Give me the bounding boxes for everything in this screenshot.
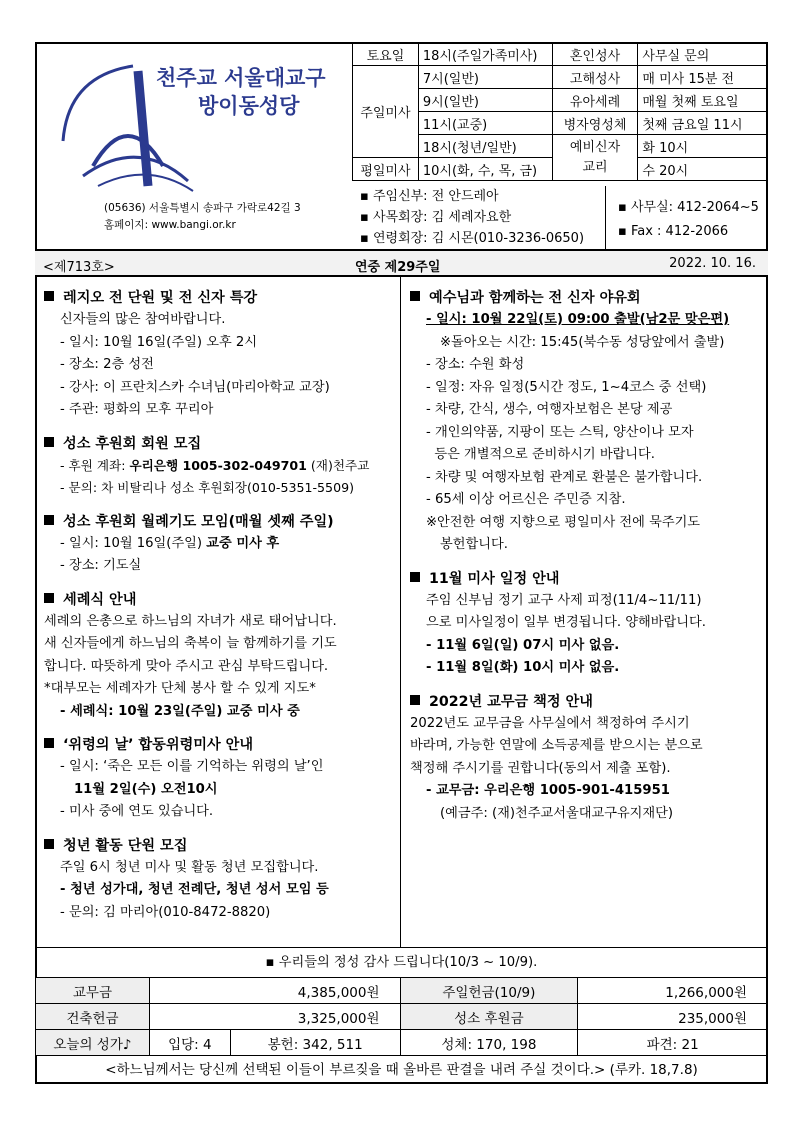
section-contribution: [410, 691, 762, 826]
staff-item: ▪ 연령회장: 김 시몬(010-3236-0650): [360, 231, 585, 246]
list-item: - 장소: 기도실: [60, 558, 142, 573]
section-title: ‘위령의 날’ 합동위령미사 안내: [44, 734, 396, 756]
list-item: - 일시: 10월 16일(주일) 교중 미사 후: [60, 535, 280, 551]
section-text: 2022년도 교무금을 사무실에서 책정하여 주시기: [410, 715, 690, 731]
issue-number: <제713호>: [43, 260, 115, 275]
list-item: - 문의: 차 비탈리나 성소 후원회장(010-5351-5509): [60, 480, 355, 495]
section-text: *대부모는 세례자가 단체 봉사 할 수 있게 지도*: [44, 681, 316, 696]
section-november-mass: [410, 568, 762, 680]
list-item: - 11월 8일(화) 10시 미사 없음.: [426, 660, 620, 675]
hymn-recessional: 파견: 21: [578, 1030, 768, 1056]
section-title: 성소 후원회 월례기도 모임(매월 셋째 주일): [44, 511, 396, 533]
issue-week: 연중 제29주일: [355, 260, 441, 275]
service-value: 매월 첫째 토요일: [638, 89, 768, 112]
donation-value: 3,325,000원: [149, 1004, 400, 1030]
list-item: - 주관: 평화의 모후 꾸리아: [60, 402, 214, 417]
section-text: 신자들의 많은 참여바랍니다.: [60, 312, 226, 327]
parish-address-block: [104, 200, 301, 234]
section-title: 청년 활동 단원 모집: [44, 835, 396, 857]
section-note: 봉헌합니다.: [440, 537, 508, 552]
staff-item: ▪ 주임신부: 전 안드레아: [360, 189, 499, 204]
parish-title-1: 천주교 서울대교구: [156, 66, 326, 90]
service-value: 매 미사 15분 전: [638, 66, 768, 89]
list-item: - 장소: 2층 성전: [60, 357, 154, 372]
list-item: ※돌아오는 시간: 15:45(북수동 성당앞에서 출발): [440, 334, 725, 350]
section-title: 2022년 교무금 책정 안내: [410, 691, 762, 713]
list-item: - 장소: 수원 화성: [426, 357, 525, 372]
scripture-quote: <하느님께서는 당신께 선택된 이들이 부르짖을 때 올바른 판결을 내려 주실 것이다.> (루카. 18,7.8): [105, 1062, 698, 1078]
donation-table: [35, 977, 768, 1056]
list-item: - 11월 6일(일) 07시 미사 없음.: [426, 637, 620, 653]
thanks-header: ▪ 우리들의 정성 감사 드립니다(10/3 ~ 10/9).: [35, 947, 768, 978]
list-item: - 일시: 10월 22일(토) 09:00 출발(남2문 맞은편): [426, 312, 730, 327]
list-item: - 청년 성가대, 청년 전례단, 청년 성서 모임 등: [60, 882, 329, 897]
section-baptism: [44, 589, 396, 724]
section-title: 예수님과 함께하는 전 신자 야유회: [410, 287, 762, 309]
list-item: - 교무금: 우리은행 1005-901-415951: [426, 783, 670, 798]
sunday-mass-time: 18시(청년/일반): [418, 135, 552, 158]
staff-list: [352, 186, 606, 250]
service-value: 첫째 금요일 11시: [638, 112, 768, 135]
donation-label: 건축헌금: [36, 1004, 150, 1030]
right-column: [410, 277, 762, 836]
weekday-mass-label: 평일미사: [353, 158, 419, 181]
section-text: 책정해 주시기를 권합니다(동의서 제출 포함).: [410, 760, 671, 776]
list-item: - 차량 및 여행자보험 관계로 환불은 불가합니다.: [426, 469, 703, 485]
section-text: 세례의 은총으로 하느님의 자녀가 새로 태어납니다.: [44, 613, 337, 629]
list-item: - 문의: 김 마리아(010-8472-8820): [60, 904, 271, 920]
hymn-communion: 성체: 170, 198: [400, 1030, 578, 1056]
catechism-label: [552, 135, 638, 181]
list-item: - 미사 중에 연도 있습니다.: [60, 804, 214, 819]
office-phone: ▪ 사무실: 412-2064~5: [618, 200, 759, 215]
service-label: 고해성사: [552, 66, 638, 89]
office-fax: ▪ Fax : 412-2066: [618, 224, 729, 239]
list-item: - 일시: ‘죽은 모든 이를 기억하는 위령의 날’인: [60, 759, 324, 774]
section-title: 세례식 안내: [44, 589, 396, 611]
staff-item: ▪ 사목회장: 김 세례자요한: [360, 210, 512, 225]
hymn-offertory: 봉헌: 342, 511: [230, 1030, 400, 1056]
section-outing: [410, 287, 762, 557]
service-label: 유아세례: [552, 89, 638, 112]
list-item: 11월 2일(수) 오전10시: [74, 781, 218, 797]
sunday-mass-time: 7시(일반): [418, 66, 552, 89]
sat-label: 토요일: [353, 43, 419, 66]
section-vocation-prayer: [44, 511, 396, 578]
section-text: 합니다. 따뜻하게 맞아 주시고 관심 부탁드립니다.: [44, 658, 329, 674]
donation-value: 235,000원: [578, 1004, 768, 1030]
donation-label: 교무금: [36, 978, 150, 1004]
section-title: 레지오 전 단원 및 전 신자 특강: [44, 287, 396, 309]
list-item: - 후원 계좌: 우리은행 1005-302-049701 (재)천주교: [60, 457, 370, 473]
catechism-label-1: 예비신자: [569, 139, 621, 155]
parish-address: (05636) 서울특별시 송파구 가락로42길 3: [104, 202, 301, 214]
hymn-entrance: 입당: 4: [149, 1030, 230, 1056]
section-text: 새 신자들에게 하느님의 축복이 늘 함께하기를 기도: [44, 636, 337, 651]
list-item: - 일정: 자유 일정(5시간 정도, 1~4코스 중 선택): [426, 379, 707, 395]
list-item: - 세례식: 10월 23일(주일) 교중 미사 중: [60, 703, 300, 719]
donation-value: 1,266,000원: [578, 978, 768, 1004]
sunday-mass-label: 주일미사: [353, 66, 419, 158]
hymn-label: 오늘의 성가♪: [36, 1030, 150, 1056]
service-value: 사무실 문의: [638, 43, 768, 66]
list-item: - 차량, 간식, 생수, 여행자보험은 본당 제공: [426, 402, 673, 417]
left-column: [44, 277, 396, 935]
issue-bar: [35, 249, 768, 277]
donation-label: 성소 후원금: [400, 1004, 578, 1030]
donation-label: 주일헌금(10/9): [400, 978, 578, 1004]
section-text: 바라며, 가능한 연말에 소득공제를 받으시는 분으로: [410, 738, 703, 753]
section-text: 주일 6시 청년 미사 및 활동 청년 모집합니다.: [60, 859, 319, 875]
section-vocation-members: [44, 433, 396, 500]
catechism-label-2: 교리: [582, 159, 608, 175]
section-title: 성소 후원회 회원 모집: [44, 433, 396, 455]
parish-title-2: 방이동성당: [198, 94, 300, 118]
section-text: 으로 미사일정이 일부 변경됩니다. 양해바랍니다.: [426, 615, 706, 630]
service-label: 병자영성체: [552, 112, 638, 135]
office-contact: [618, 196, 759, 244]
catechism-time: 수 20시: [638, 158, 768, 181]
section-youth: [44, 835, 396, 925]
list-item: 등은 개별적으로 준비하시기 바랍니다.: [426, 447, 655, 462]
issue-date: 2022. 10. 16.: [669, 256, 756, 271]
sunday-mass-time: 9시(일반): [418, 89, 552, 112]
section-text: 주임 신부님 정기 교구 사제 피정(11/4~11/11): [426, 592, 702, 608]
section-all-souls: [44, 734, 396, 824]
donation-value: 4,385,000원: [149, 978, 400, 1004]
catechism-time: 화 10시: [638, 135, 768, 158]
service-label: 혼인성사: [552, 43, 638, 66]
list-item: - 65세 이상 어르신은 주민증 지참.: [426, 492, 626, 507]
weekday-mass-time: 10시(화, 수, 목, 금): [418, 158, 552, 181]
sunday-mass-time: 11시(교중): [418, 112, 552, 135]
list-item: - 일시: 10월 16일(주일) 오후 2시: [60, 334, 258, 350]
section-note: ※안전한 여행 지향으로 평일미사 전에 묵주기도: [426, 514, 701, 530]
sat-time: 18시(주일가족미사): [418, 43, 552, 66]
parish-homepage: 홈페이지: www.bangi.or.kr: [104, 219, 236, 231]
section-legio: [44, 287, 396, 422]
list-item: - 강사: 이 프란치스카 수녀님(마리아학교 교장): [60, 379, 330, 395]
column-divider: [400, 277, 401, 947]
section-title: 11월 미사 일정 안내: [410, 568, 762, 590]
list-item: (예금주: (재)천주교서울대교구유지재단): [440, 805, 674, 821]
list-item: - 개인의약품, 지팡이 또는 스틱, 양산이나 모자: [426, 424, 694, 440]
mass-schedule-table: [352, 42, 768, 181]
